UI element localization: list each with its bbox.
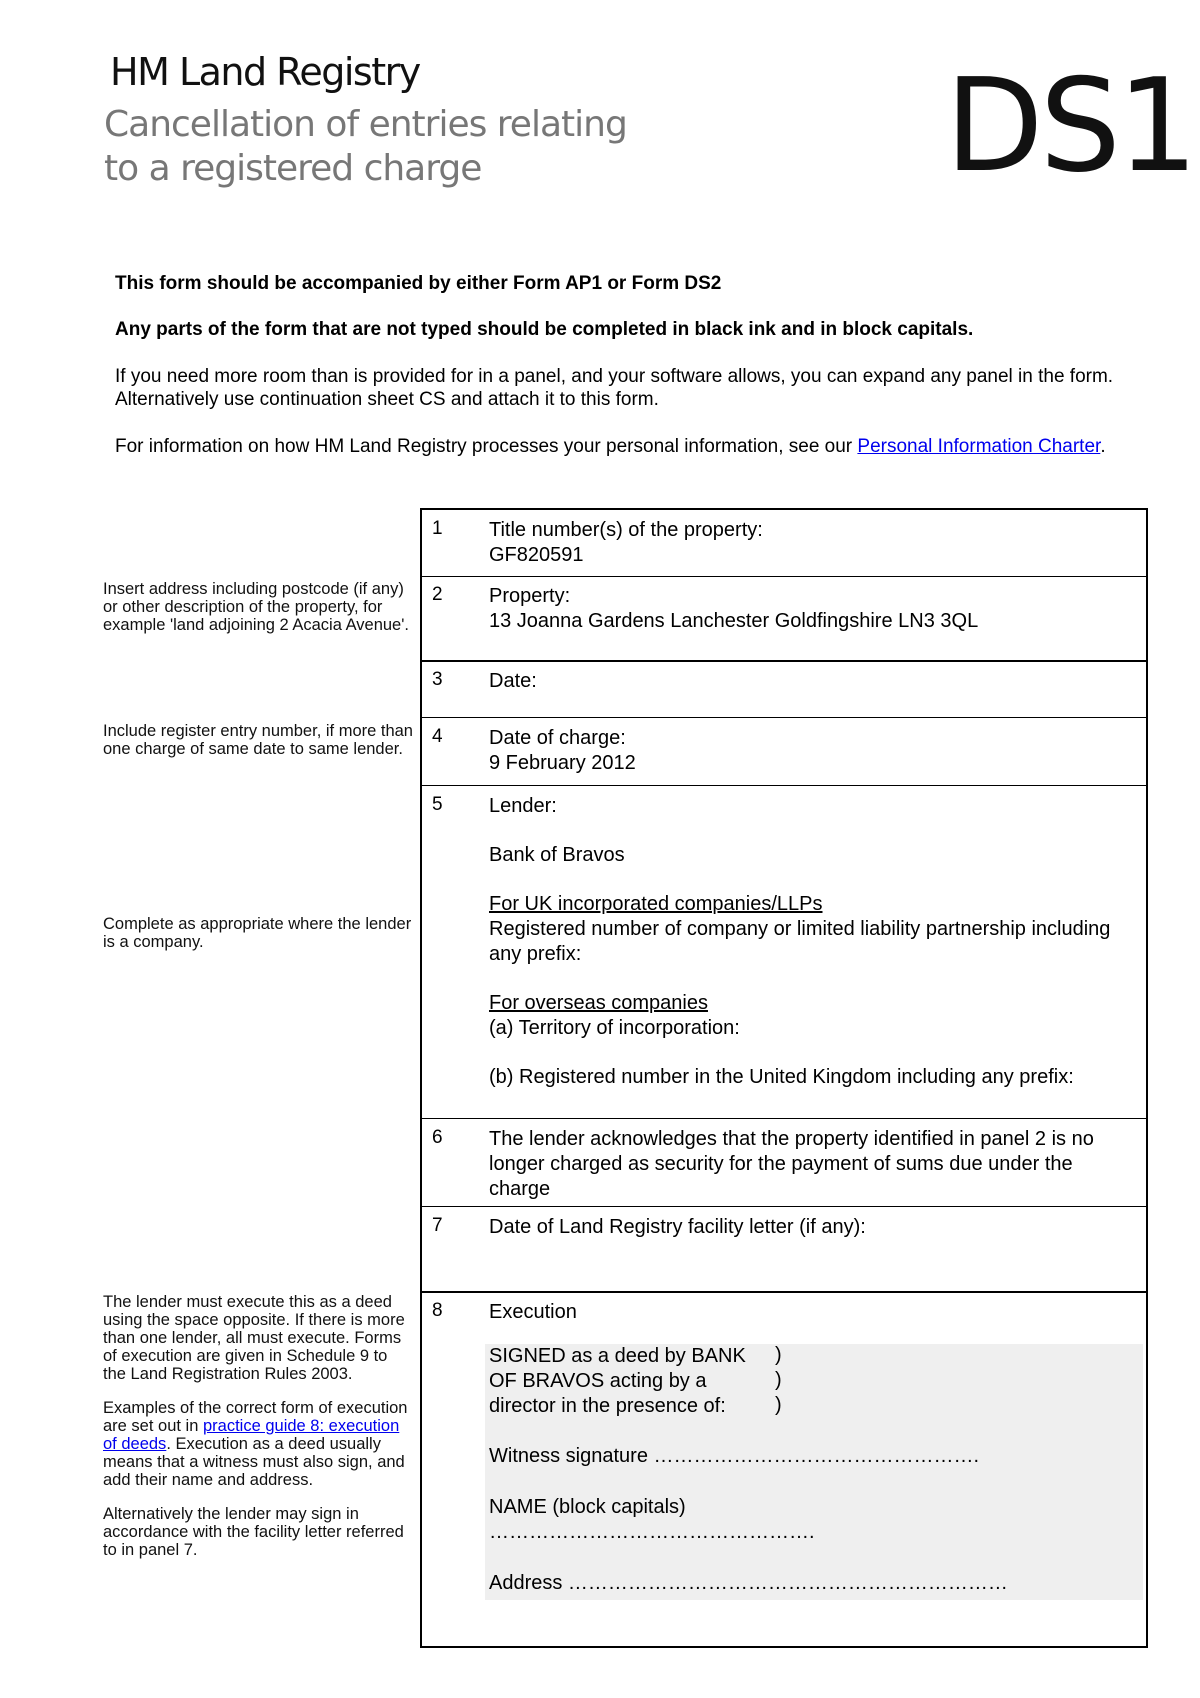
note-examples-prefix: Examples of the correct form of execution are set out in: [103, 1399, 408, 1435]
lender-field[interactable]: Bank of Bravos: [489, 844, 625, 866]
panel-number: 6: [432, 1127, 443, 1148]
witness-signature-field[interactable]: Witness signature ………………………………………….: [489, 1445, 980, 1467]
panel-number: 2: [432, 584, 443, 605]
note-panel2: Insert address including postcode (if any) or other description of the property, for example 'land adjoining 2 Acacia Avenue'.: [103, 580, 409, 634]
witness-name-field[interactable]: ………………………………………….: [489, 1521, 815, 1543]
acknowledgement-text: The lender acknowledges that the property identified in panel 2 is no longer charged as security for the payment of sums due under the charge: [489, 1128, 1094, 1200]
panel-2: [422, 576, 1146, 662]
territory-of-incorporation-label: (a) Territory of incorporation:: [489, 1017, 740, 1039]
note-panel5: Complete as appropriate where the lender is a company.: [103, 915, 412, 951]
bracket-1: ): [775, 1344, 782, 1366]
intro-continuation-note: If you need more room than is provided for in a panel, and your software allows, you can expand any panel in the form. Alternatively use continuation sheet CS and attach it to this form.: [115, 366, 1114, 410]
panel-5: [422, 786, 1146, 1119]
panel-3: [422, 661, 1146, 718]
bracket-2: ): [775, 1369, 782, 1391]
facility-letter-date-field[interactable]: [489, 1240, 1139, 1264]
facility-letter-date-label: Date of Land Registry facility letter (if any):: [489, 1216, 866, 1238]
privacy-suffix: .: [1100, 436, 1106, 457]
panel-7: [422, 1207, 1146, 1293]
overseas-companies-heading: For overseas companies: [489, 992, 708, 1014]
property-label: Property:: [489, 585, 571, 607]
execution-label: Execution: [489, 1301, 577, 1323]
intro-privacy-note: [115, 435, 1145, 458]
title-number-label: Title number(s) of the property:: [489, 519, 763, 541]
organisation-name: HM Land Registry: [110, 50, 420, 94]
note-panel8-examples: [103, 1399, 413, 1489]
bracket-3: ): [775, 1394, 782, 1416]
panel-8: [422, 1292, 1146, 1646]
signed-line-1: SIGNED as a deed by BANK: [489, 1345, 746, 1367]
form-title-line2: to a registered charge: [104, 148, 482, 189]
uk-registered-number-overseas-label: (b) Registered number in the United Kingdom including any prefix:: [489, 1066, 1074, 1088]
personal-information-charter-link[interactable]: Personal Information Charter: [857, 436, 1101, 457]
panel-number: 1: [432, 518, 443, 539]
signed-line-3: director in the presence of:: [489, 1395, 726, 1417]
note-panel8-alternative: Alternatively the lender may sign in accordance with the facility letter referred to in panel 7.: [103, 1505, 404, 1559]
witness-name-label: NAME (block capitals): [489, 1496, 686, 1518]
panel-6: [422, 1119, 1146, 1207]
panel-number: 3: [432, 669, 443, 690]
panel-number: 4: [432, 726, 443, 747]
execution-box: [485, 1344, 1143, 1600]
intro-block-capitals-note: Any parts of the form that are not typed should be completed in black ink and in block capitals.: [115, 319, 974, 340]
date-of-charge-field[interactable]: 9 February 2012: [489, 752, 636, 774]
panel-number: 5: [432, 794, 443, 815]
intro-accompany-note: This form should be accompanied by either Form AP1 or Form DS2: [115, 273, 722, 294]
practice-guide-8-link[interactable]: practice guide 8: execution of deeds: [103, 1417, 400, 1453]
note-panel4: Include register entry number, if more than one charge of same date to same lender.: [103, 722, 413, 758]
date-label: Date:: [489, 670, 537, 692]
panel-number: 7: [432, 1215, 443, 1236]
form-code: DS1: [945, 52, 1195, 201]
uk-registered-number-label: Registered number of company or limited liability partnership including any prefix:: [489, 918, 1111, 965]
witness-address-field[interactable]: Address …………………………………………………………: [489, 1572, 1008, 1594]
form-title-line1: Cancellation of entries relating: [104, 104, 627, 145]
title-number-field[interactable]: GF820591: [489, 544, 584, 566]
signed-line-2: OF BRAVOS acting by a: [489, 1370, 707, 1392]
form-panels-table: [420, 508, 1148, 1648]
note-panel8-execution: The lender must execute this as a deed using the space opposite. If there is more than one lender, all must execute. Forms of execution are given in Schedule 9 to the Land Registration Rules 2003.: [103, 1293, 405, 1383]
note-examples-suffix: . Execution as a deed usually means that a witness must also sign, and add their name and address.: [103, 1435, 405, 1489]
property-field[interactable]: 13 Joanna Gardens Lanchester Goldfingshire LN3 3QL: [489, 610, 979, 632]
uk-companies-heading: For UK incorporated companies/LLPs: [489, 893, 823, 915]
date-field[interactable]: [489, 694, 1139, 716]
privacy-prefix: For information on how HM Land Registry processes your personal information, see our: [115, 436, 858, 457]
date-of-charge-label: Date of charge:: [489, 727, 626, 749]
panel-1: [422, 510, 1146, 577]
panel-number: 8: [432, 1300, 443, 1321]
panel-4: [422, 718, 1146, 786]
form-title: [104, 103, 627, 191]
note-panel8: [103, 1293, 413, 1575]
lender-label: Lender:: [489, 795, 557, 817]
